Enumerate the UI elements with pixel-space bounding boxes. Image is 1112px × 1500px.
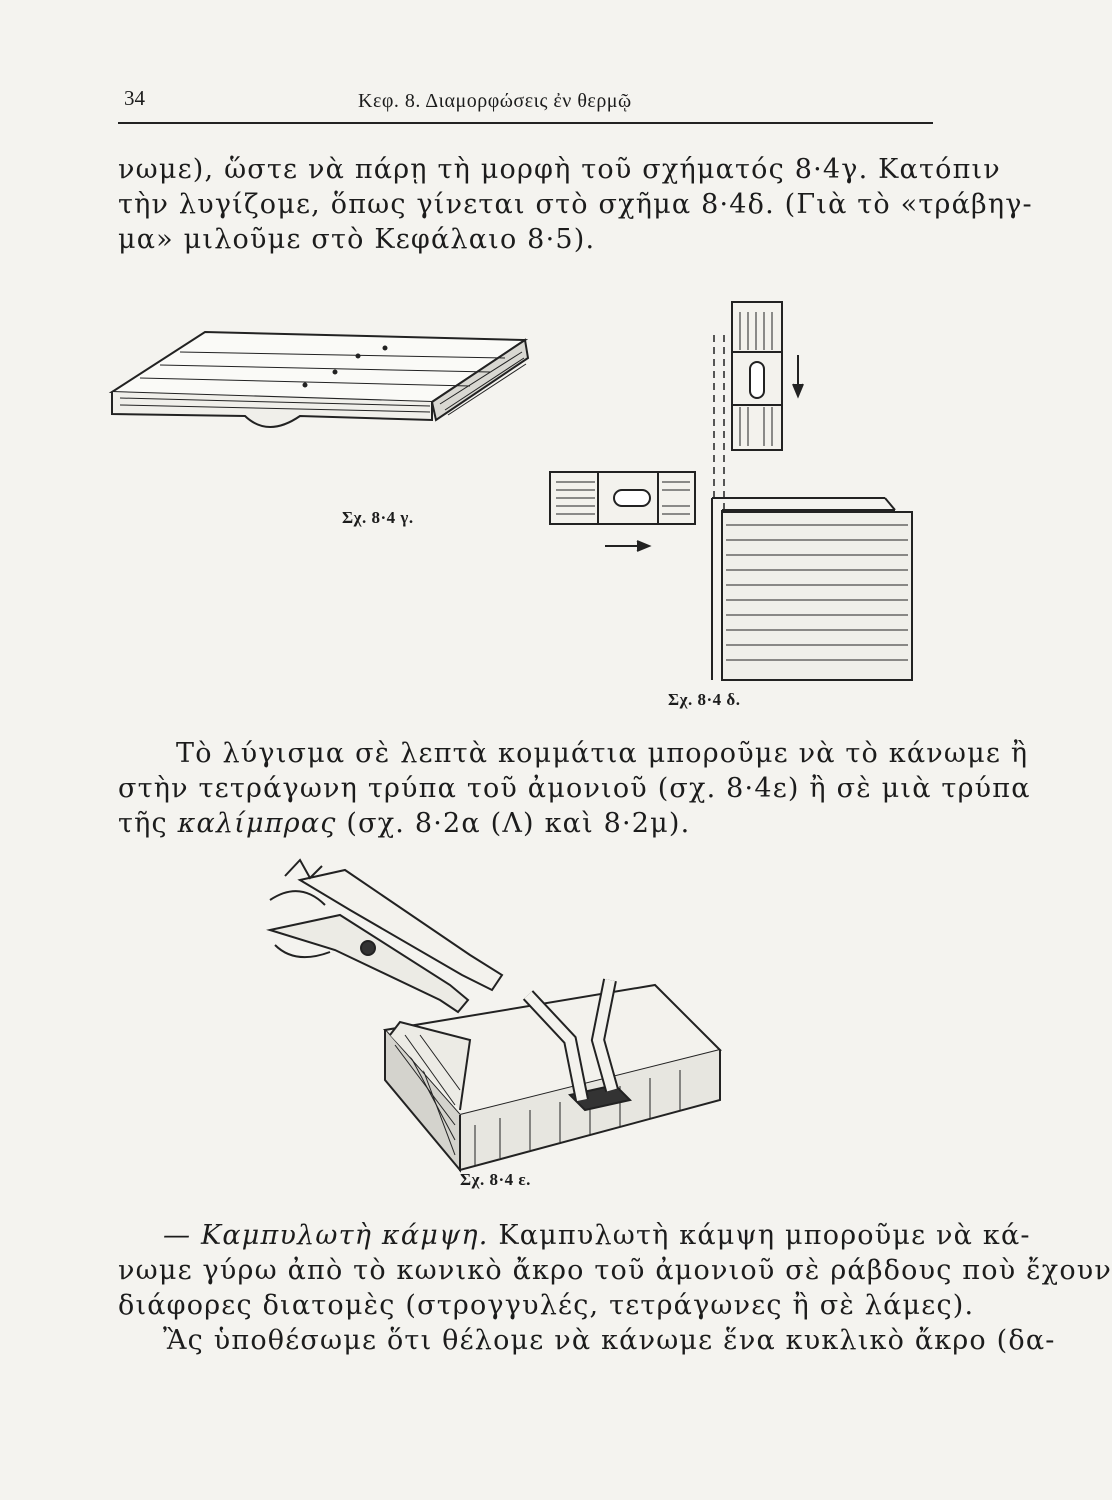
- text-line: στὴν τετράγωνη τρύπα τοῦ ἀμονιοῦ (σχ. 8·4ε) ἢ σὲ μιὰ τρύπα: [118, 773, 1031, 804]
- figure-caption: Σχ. 8·4 δ.: [668, 690, 741, 709]
- text-line: Ἂς ὑποθέσωμε ὅτι θέλομε νὰ κάνωμε ἕνα κυκλικὸ ἄκρο (δα-: [163, 1325, 1056, 1356]
- text-span: (σχ. 8·2α (Λ) καὶ 8·2μ).: [336, 808, 691, 839]
- section-heading: — Καμπυλωτὴ κάμψη.: [163, 1220, 489, 1251]
- emphasis-term: καλίμπρας: [177, 808, 337, 839]
- figure-caption: Σχ. 8·4 γ.: [342, 508, 414, 527]
- running-head: Κεφ. 8. Διαμορφώσεις ἐν θερμῷ: [358, 90, 632, 112]
- text-line: Τὸ λύγισμα σὲ λεπτὰ κομμάτια μποροῦμε νὰ τὸ κάνωμε ἢ: [176, 738, 1029, 769]
- text-line: μα» μιλοῦμε στὸ Κεφάλαιο 8·5).: [118, 224, 596, 255]
- text-line: νωμε), ὥστε νὰ πάρῃ τὴ μορφὴ τοῦ σχήματός 8·4γ. Κατόπιν: [118, 154, 1001, 185]
- text-span: Καμπυλωτὴ κάμψη μποροῦμε νὰ κά-: [488, 1220, 1031, 1251]
- text-line: [118, 1218, 1112, 1253]
- text-line: διάφορες διατομὲς (στρογγυλές, τετράγωνες ἢ σὲ λάμες).: [118, 1290, 975, 1321]
- paragraph-curved-bending: [118, 1218, 1112, 1358]
- page-number: 34: [124, 86, 145, 110]
- figure-caption: Σχ. 8·4 ε.: [460, 1170, 531, 1189]
- text-span: τῆς: [118, 808, 178, 839]
- text-line: νωμε γύρω ἀπὸ τὸ κωνικὸ ἄκρο τοῦ ἀμονιοῦ σὲ ράβδους ποὺ ἔχουν: [118, 1255, 1112, 1286]
- text-line: τὴν λυγίζομε, ὅπως γίνεται στὸ σχῆμα 8·4δ. (Γιὰ τὸ «τράβηγ-: [118, 189, 1033, 220]
